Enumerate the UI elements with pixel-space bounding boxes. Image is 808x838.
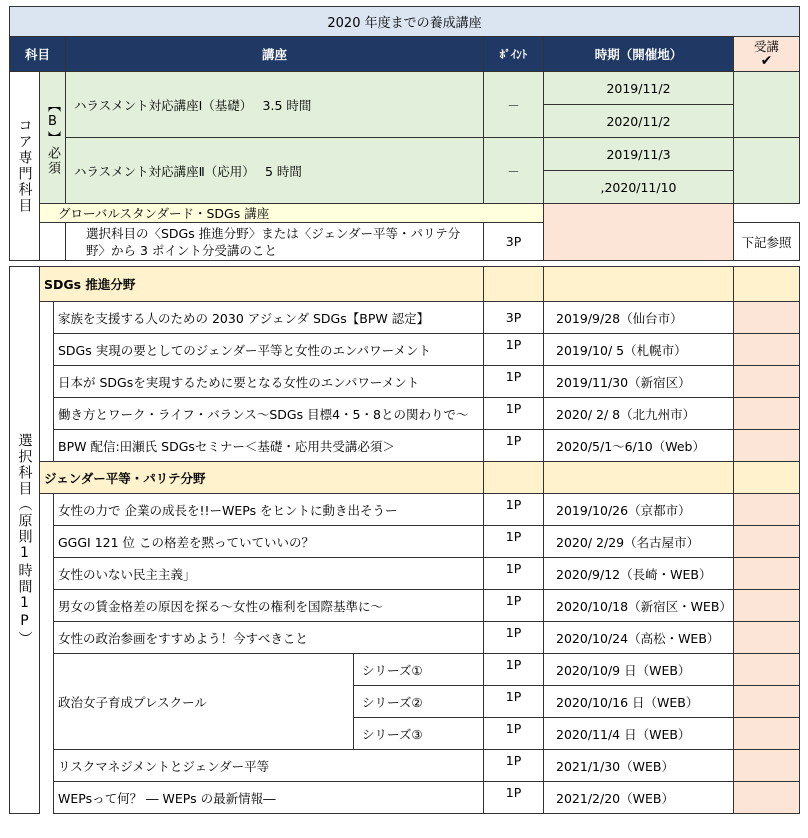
attended-label: 受講 — [753, 39, 779, 54]
course-date: 2020/9/12（長崎・WEB） — [544, 558, 734, 590]
course-name: 家族を支援する人のための 2030 アジェンダ SDGs【BPW 認定】 — [54, 302, 484, 334]
course-point: 1P — [484, 526, 544, 558]
attend-checkbox[interactable] — [734, 138, 800, 204]
course-point: 1P — [484, 782, 544, 814]
course-date: 2020/ 2/ 8（北九州市） — [544, 398, 734, 430]
course-date: 2021/1/30（WEB） — [544, 750, 734, 782]
attend-checkbox[interactable] — [734, 72, 800, 138]
course-point: 3P — [484, 302, 544, 334]
course-name: WEPsって何？ ― WEPs の最新情報― — [54, 782, 484, 814]
course-date: 2020/10/24（高松・WEB） — [544, 622, 734, 654]
attend-checkbox[interactable] — [734, 590, 800, 622]
check-mark-icon: ✔ — [760, 53, 773, 69]
school-course-name: 政治女子育成プレスクール — [54, 654, 354, 750]
course-name: リスクマネジメントとジェンダー平等 — [54, 750, 484, 782]
course-date: 2020/10/18（新宿区・WEB） — [544, 590, 734, 622]
course-date: 2019/9/28（仙台市） — [544, 302, 734, 334]
course-point: 1P — [484, 366, 544, 398]
core-course-name-1: ハラスメント対応講座Ⅰ（基礎） 3.5 時間 — [66, 72, 484, 138]
course-point: 1P — [484, 558, 544, 590]
core-course-name-2: ハラスメント対応講座Ⅱ（応用） 5 時間 — [66, 138, 484, 204]
course-name: SDGs 実現の要としてのジェンダー平等と女性のエンパワーメント — [54, 334, 484, 366]
attend-checkbox[interactable] — [734, 622, 800, 654]
series-label: シリーズ② — [354, 686, 484, 718]
course-name: GGGI 121 位 この格差を黙っていていいの？ — [54, 526, 484, 558]
attend-checkbox[interactable] — [734, 366, 800, 398]
course-point: 1P — [484, 334, 544, 366]
attend-checkbox[interactable] — [734, 334, 800, 366]
header-point: ﾎﾟｲﾝﾄ — [484, 37, 544, 72]
course-date: 2020/11/4 日（WEB） — [544, 718, 734, 750]
attend-checkbox[interactable] — [734, 686, 800, 718]
course-point: 1P — [484, 398, 544, 430]
course-date: 2020/ 2/29（名古屋市） — [544, 526, 734, 558]
header-course: 講座 — [66, 37, 484, 72]
core-course-date: 2019/11/3 — [544, 138, 734, 171]
core-course-date: ,2020/11/10 — [544, 171, 734, 204]
course-date: 2021/2/20（WEB） — [544, 782, 734, 814]
attend-checkbox[interactable] — [734, 654, 800, 686]
course-name: 働き方とワーク・ライフ・バランス～SDGs 目標4・5・8との関わりで～ — [54, 398, 484, 430]
attend-checkbox[interactable] — [734, 718, 800, 750]
course-point: 1P — [484, 686, 544, 718]
attend-checkbox[interactable] — [544, 204, 734, 261]
core-course-table — [9, 6, 800, 261]
table-title: 2020 年度までの養成講座 — [10, 7, 800, 37]
core-course-point-2: － — [484, 138, 544, 204]
course-name: 女性の政治参画をすすめよう！今すべきこと — [54, 622, 484, 654]
core-required-label: 【B】必須 — [40, 72, 66, 204]
course-point: 1P — [484, 654, 544, 686]
course-point: 1P — [484, 750, 544, 782]
course-name: 女性のいない民主主義」 — [54, 558, 484, 590]
core-course-date: 2020/11/2 — [544, 105, 734, 138]
course-name: BPW 配信:田瀬氏 SDGsセミナー＜基礎・応用共受講必須＞ — [54, 430, 484, 462]
header-period: 時期（開催地） — [544, 37, 734, 72]
course-date: 2020/10/9 日（WEB） — [544, 654, 734, 686]
global-course-period: 下記参照 — [734, 223, 800, 261]
course-point: 1P — [484, 622, 544, 654]
course-point: 1P — [484, 494, 544, 526]
course-date: 2019/11/30（新宿区） — [544, 366, 734, 398]
core-course-point-1: － — [484, 72, 544, 138]
core-course-date: 2019/11/2 — [544, 72, 734, 105]
series-label: シリーズ① — [354, 654, 484, 686]
course-name: 女性の力で 企業の成長を!!ーWEPs をヒントに動き出そうー — [54, 494, 484, 526]
course-date: 2019/10/26（京都市） — [544, 494, 734, 526]
series-label: シリーズ③ — [354, 718, 484, 750]
attend-checkbox[interactable] — [734, 782, 800, 814]
header-attended — [734, 37, 800, 72]
course-date: 2019/10/ 5（札幌市） — [544, 334, 734, 366]
course-name: 男女の賃金格差の原因を探る～女性の権利を国際基準に～ — [54, 590, 484, 622]
core-category-label: コア専門科目 — [10, 72, 40, 261]
global-course-point: 3P — [484, 223, 544, 261]
course-date: 2020/5/1～6/10（Web） — [544, 430, 734, 462]
course-name: 日本が SDGsを実現するために要となる女性のエンパワーメント — [54, 366, 484, 398]
course-point: 1P — [484, 718, 544, 750]
gender-section-title: ジェンダー平等・パリテ分野 — [40, 462, 484, 494]
attend-checkbox[interactable] — [734, 398, 800, 430]
course-point: 1P — [484, 590, 544, 622]
attend-checkbox[interactable] — [734, 302, 800, 334]
course-date: 2020/10/16 日（WEB） — [544, 686, 734, 718]
elective-course-table — [9, 266, 800, 814]
header-subject: 科目 — [10, 37, 66, 72]
global-course-title: グローバルスタンダード・SDGs 講座 — [40, 204, 544, 223]
elective-category-label: 選択科目（原則1時間1P） — [10, 267, 40, 814]
attend-checkbox[interactable] — [734, 494, 800, 526]
global-course-desc: 選択科目の〈SDGs 推進分野〉または〈ジェンダー平等・パリテ分野〉から 3 ポイント分受講のこと — [66, 223, 484, 261]
attend-checkbox[interactable] — [734, 750, 800, 782]
sdgs-section-title: SDGs 推進分野 — [40, 267, 484, 302]
attend-checkbox[interactable] — [734, 526, 800, 558]
attend-checkbox[interactable] — [734, 430, 800, 462]
attend-checkbox[interactable] — [734, 558, 800, 590]
course-point: 1P — [484, 430, 544, 462]
